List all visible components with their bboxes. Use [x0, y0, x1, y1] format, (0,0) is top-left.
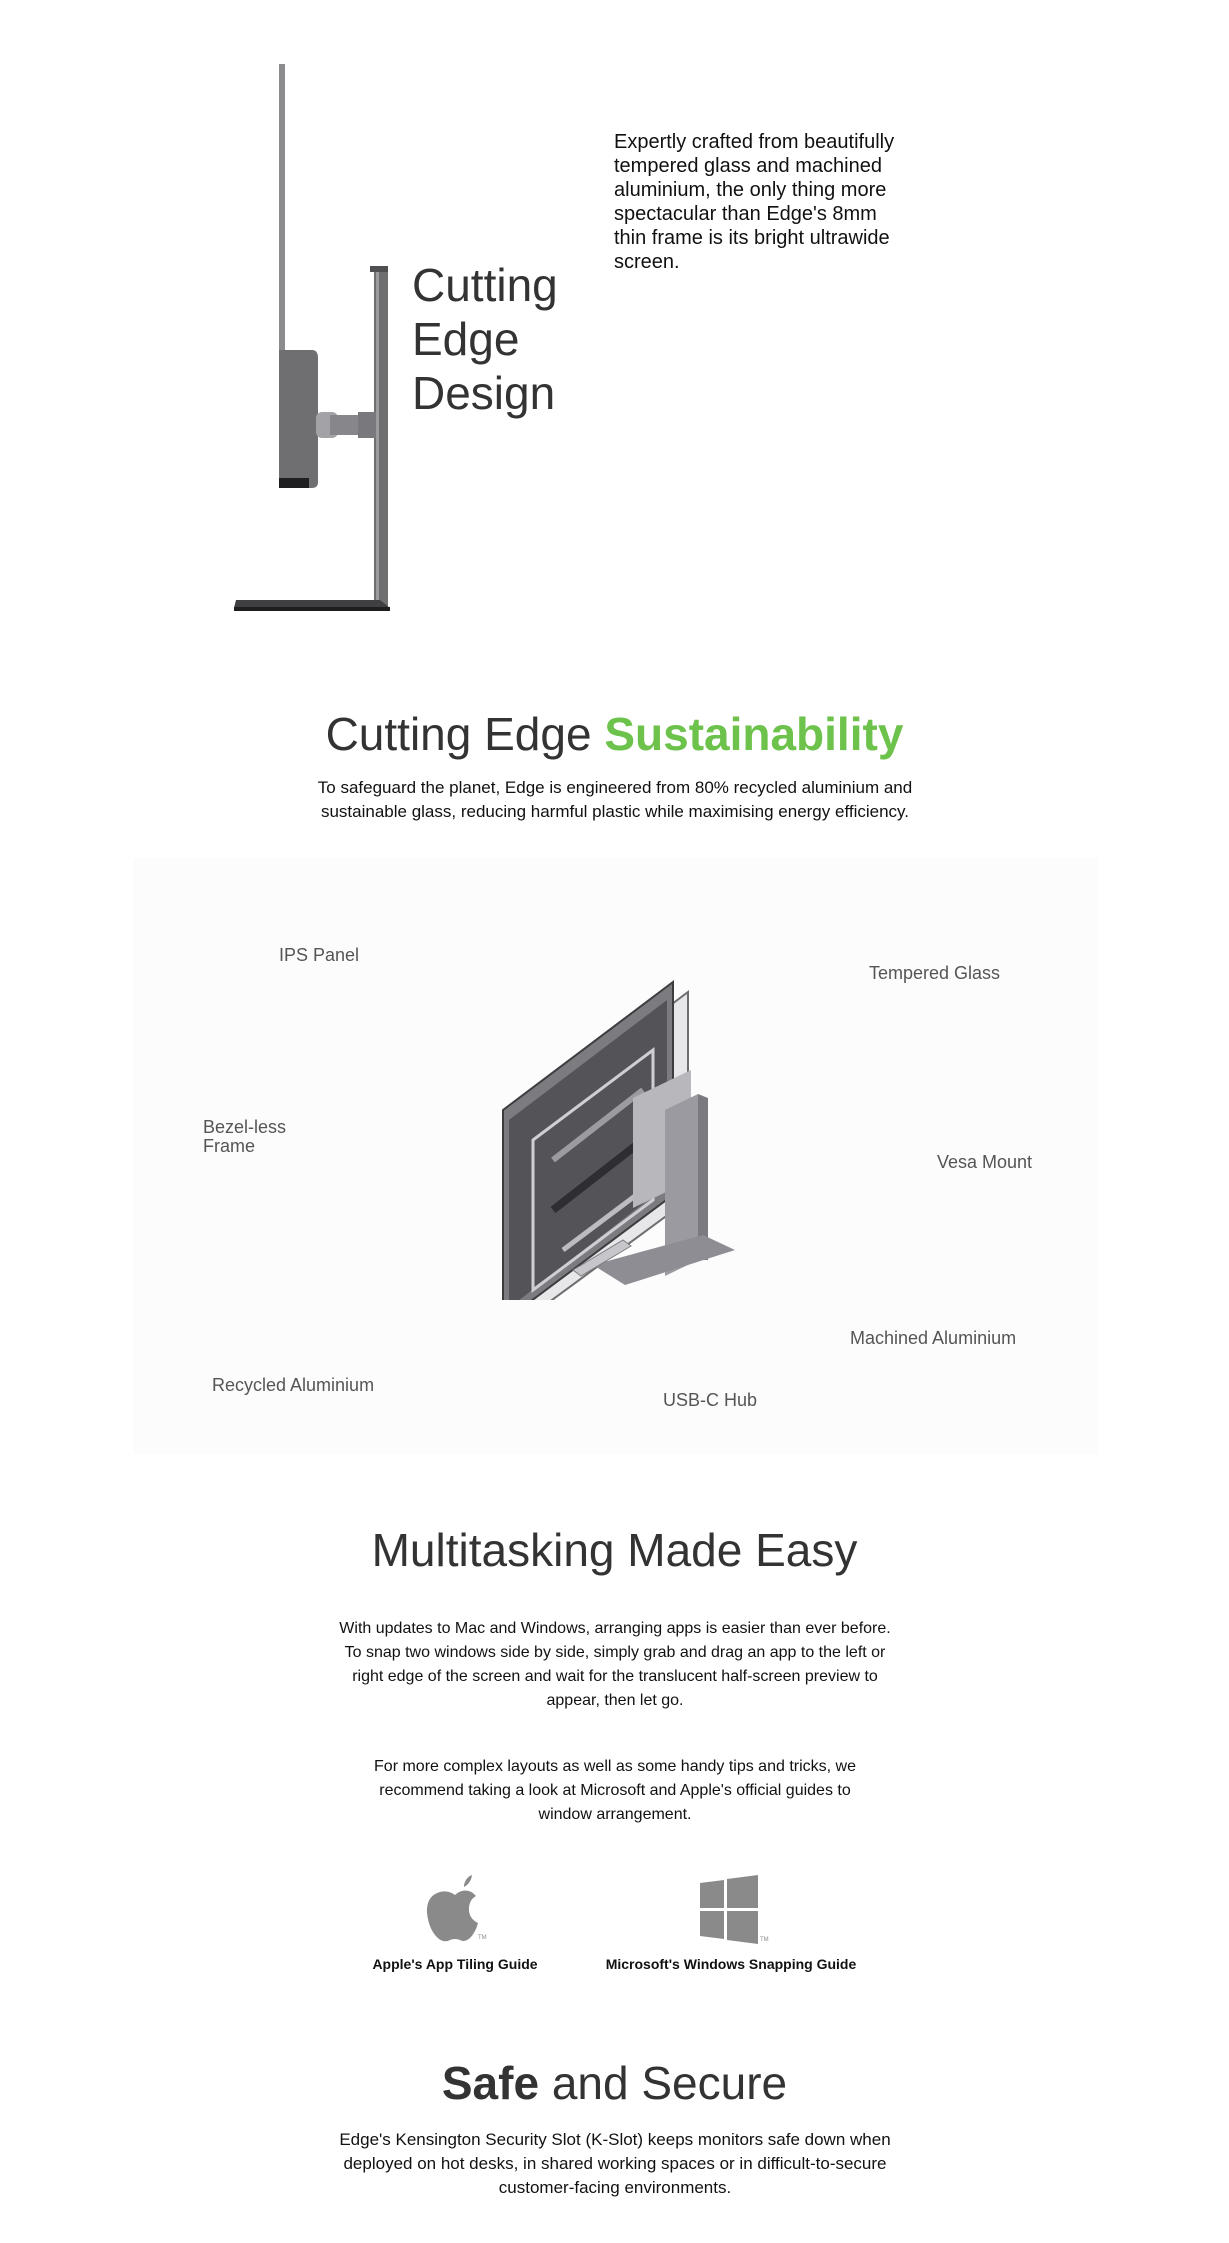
design-heading — [412, 258, 632, 420]
callout-bezel-line1: Bezel-less — [203, 1117, 287, 1137]
callout-vesa-mount: Vesa Mount — [937, 1152, 1033, 1172]
microsoft-guide-link[interactable] — [596, 1875, 866, 1973]
callout-bezel-line2: Frame — [203, 1136, 256, 1156]
multitasking-paragraph-2: For more complex layouts as well as some handy tips and tricks, we recommend taking a look at Microsoft and Apple's official guides to window arrangement. — [374, 1758, 856, 1823]
apple-logo-icon — [420, 1875, 490, 1945]
callout-tempered-glass: Tempered Glass — [869, 963, 1001, 983]
sustainability-heading-plain: Cutting Edge — [325, 708, 605, 760]
windows-trademark: TM — [760, 1937, 769, 1943]
callout-machined-aluminium: Machined Aluminium — [850, 1328, 1017, 1348]
callout-bezel-less-frame — [203, 1118, 286, 1156]
monitor-side-view-image — [230, 60, 410, 620]
callout-ips-panel: IPS Panel — [279, 945, 360, 965]
apple-guide-label: Apple's App Tiling Guide — [372, 1956, 538, 1972]
callout-recycled-aluminium: Recycled Aluminium — [212, 1375, 375, 1395]
sustainability-description: To safeguard the planet, Edge is engineered from 80% recycled aluminium and sustainable glass, reducing harmful plastic while maximising energy efficiency. — [317, 778, 913, 821]
exploded-view-panel — [133, 858, 1098, 1454]
multitasking-heading: Multitasking Made Easy — [371, 1524, 858, 1576]
design-heading-line3: Design — [412, 367, 556, 419]
security-heading-bold: Safe — [441, 2057, 540, 2109]
sustainability-heading — [0, 706, 1229, 762]
apple-trademark: TM — [478, 1935, 487, 1941]
design-heading-line2: Edge — [412, 313, 520, 365]
sustainability-heading-accent: Sustainability — [604, 708, 904, 760]
security-description: Edge's Kensington Security Slot (K-Slot) keeps monitors safe down when deployed on hot desks, in shared working spaces or in difficult-to-secure customer-facing environments. — [339, 2130, 891, 2197]
windows-logo-icon — [691, 1875, 771, 1945]
multitasking-paragraph-1: With updates to Mac and Windows, arranging apps is easier than ever before. To snap two windows side by side, simply grab and drag an app to the left or right edge of the screen and wait for the translucent half-screen preview to appear, then let go. — [339, 1620, 891, 1709]
microsoft-guide-label: Microsoft's Windows Snapping Guide — [605, 1956, 857, 1972]
design-description: Expertly crafted from beautifully tempered glass and machined aluminium, the only thing more spectacular than Edge's 8mm thin frame is its bright ultrawide screen. — [614, 131, 895, 273]
design-heading-line1: Cutting — [412, 259, 558, 311]
callout-usb-c-hub: USB-C Hub — [663, 1390, 758, 1410]
exploded-monitor-image — [473, 970, 753, 1300]
security-heading-rest: and Secure — [539, 2057, 788, 2109]
security-heading — [0, 2055, 1229, 2111]
apple-guide-link[interactable] — [355, 1875, 555, 1973]
